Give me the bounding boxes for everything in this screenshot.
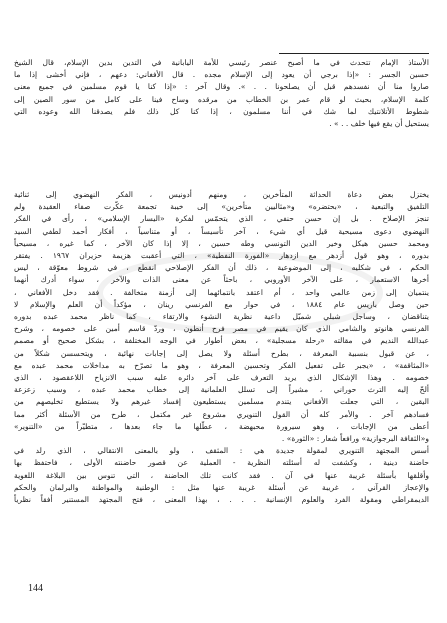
footnote-line: كلمة الإسلام، بحيث لو قام عمر بن الخطاب من مرقده وساح فينا على كامل من سور الصين إلى xyxy=(14,94,429,104)
body-line: «المثاقفة» ، «يجبر على تفعيل الفكر وتحسين المعرفة ، وهو ما تصرّح به مداخلات محمد عبده مع xyxy=(14,360,429,370)
body-line: ومحمد حسين هيكل وخير الدين التونسي وطه حسين ، إلا إذا كان الآخر ، كما غيره ، مسيحياً xyxy=(14,238,429,248)
footnote-line: حسين الجسر : «إذا برجي أن يعود إلى الإسلام مجده . قال الأفغاني: دعهم ، فإني أخشى إذا ما xyxy=(14,70,429,80)
body-line: أُلحّ إليه الترث حوراني ، مشيراً إلى تسلل العلمانية إلى خطاب محمد عبده ، وسبب زعزعة xyxy=(14,385,429,395)
body-line: الفرنسي هانوتو والشامي الذي كان يقيم في مصر فرح أنطون ، وردّ قاسم أمين على خصومه ، وشرح xyxy=(14,324,429,334)
body-line: حين وصل باريس عام ١٨٨٤ ، في حوار مع الفرنسي رينان ، مؤكداً أن العلم والإسلام لا xyxy=(14,299,429,309)
body-line: أسس المجتهد التنويري لمقولة جديدة هي : المثقف ، ولو بالمعنى الانتقالي ، الذي رلد في xyxy=(14,446,429,456)
body-line: وأقلقها بأسئلة غريبة عنها في آن . فقد كانت تلك الحاضنة ، التي تنوس بين البلاغة اللغوية xyxy=(14,470,429,480)
body-line: الحكم ، في شكليه ، إلى الموضوعية ، ذلك أن الفكر الإصلاحي انقطع ، في شروط معوّقة ، ليس xyxy=(14,263,429,273)
body-text xyxy=(14,189,429,506)
footnote-line: شطوط الأتلانتيك لما شك في أننا مسلمون ، إذا كنا كل ذلك فلم يصدقنا الله وعوده التي xyxy=(14,106,429,116)
footnote-line: صاروا منا أن نفسدهم قبل أن يصلحونا . . ». وقال آخر : «إذا كنا يا قوم مسلمين في جميع معنى xyxy=(14,82,429,92)
body-line: خصومه . وهذا الإشكال الذي يريد التعرف على آخر دائره عليه سبب الانزياح اللاعقصود ، الذي xyxy=(14,373,429,383)
body-line: والإعجاز القرآني ، غريبة عن أسئلة غريبة عنها مثل : الوطنية والمواطنة والبرلمان والحكم xyxy=(14,482,429,492)
body-line: التلفيق والتبعية ، «بحتضره» و«مثاليين متأخرين» إلى خيبة تجمعة عكّرت صفاء العقيدة ولم xyxy=(14,202,429,212)
body-line: يختزل بعض دعاة الحداثة المتأخرين ، ومنهم أدونيس ، الفكر النهضوي إلى ثنائية xyxy=(14,190,429,199)
body-line: يتناقضان ، وساجل شبلي شميّل داعية نظرية النشوء والارتقاء ، كما ناظر محمد عبده بدوره xyxy=(14,312,429,322)
body-line: ، عن قبول بنسبية المعرفة ، بطرح أسئلة ولا يصل إلى إجابات نهائية ، ويتحسسن شكلاً من xyxy=(14,348,429,358)
body-line: حاضنة دينية ، وكشفت له أسئلته النظرية - العملية عن قصور حاضنته الأولى ، فاحتفظ بها xyxy=(14,458,429,468)
body-line: ينتميان إلى زمن عالمي واحد ، أم اعتقد بانتمائهما إلى أزمنة متخالفة . فقد دخل الأفغاني ، xyxy=(14,287,429,297)
body-line: و«الثقافة البرجوازية» ورافعاً شعار : «الثورة» . xyxy=(281,434,429,444)
body-line: اليقين ، التي جعلت الأفغاني يتندم مسلمين يستطيعون إفساد غيرهم ولا يستطيع تخليصهم من xyxy=(14,397,429,407)
footnote-line: الأستاذ الإمام تتحدث في ما أصبح عنصر رئيسي للأمة اليابانية في التدين بدين الإسلام، قال الشيخ xyxy=(14,58,429,67)
page-number: 144 xyxy=(28,583,43,594)
body-line: تنجز الإصلاح . بل إن حسن حنفي ، الذي يتحمّس لفكرة «اليسار الإسلامي» ، رأى في الفكر xyxy=(14,214,429,224)
body-line: أعطى من الإجابات ، وهو سيرورة محبهضة ، عطّلها ما جاء بعدها ، متطيّراً من «التنوير» xyxy=(14,421,429,431)
body-line: عبدالله النديم في مقالته «رحلة مسجلية» ، بعض أطوار في الوجه المختلفة ، بشكل صحيح أو مصمم xyxy=(14,336,429,346)
body-line: فسادهم آخر . والأمر كله أن القول التنويري مشروع غير مكتمل ، طرح من الأسئلة أكثر مما xyxy=(14,409,429,419)
footnote-separator-rule xyxy=(279,53,429,54)
body-line: أخرها الاستعمار ، على الآخر الأوروبي ، باحثاً عن معنى الذات والآخر ، سواء أدرك أنهما xyxy=(14,275,429,285)
body-line: الديمقراطي ومقولة الفرد والعلوم الإنسانية . . . ، بهذا المعنى ، فتح المجتهد المستنير أفقاً نظرياً xyxy=(14,495,429,505)
body-line: بدوره ، وهو قول أزدهر مع ازدهار «الفورة النفطية» ، التي أعقبت هزيمة حزيران ١٩٦٧ . يفتقر xyxy=(14,251,429,261)
footnote-text xyxy=(14,57,429,130)
footnote-line: يستحيل أن يقع فيها خلف . . » . xyxy=(329,119,429,129)
body-line: النهضوي دعوى مسيحية قيل أي شيء ، آخر تأسيساً ، أو متناسياً ، أفكار أحمد لطفي السيد xyxy=(14,226,429,236)
